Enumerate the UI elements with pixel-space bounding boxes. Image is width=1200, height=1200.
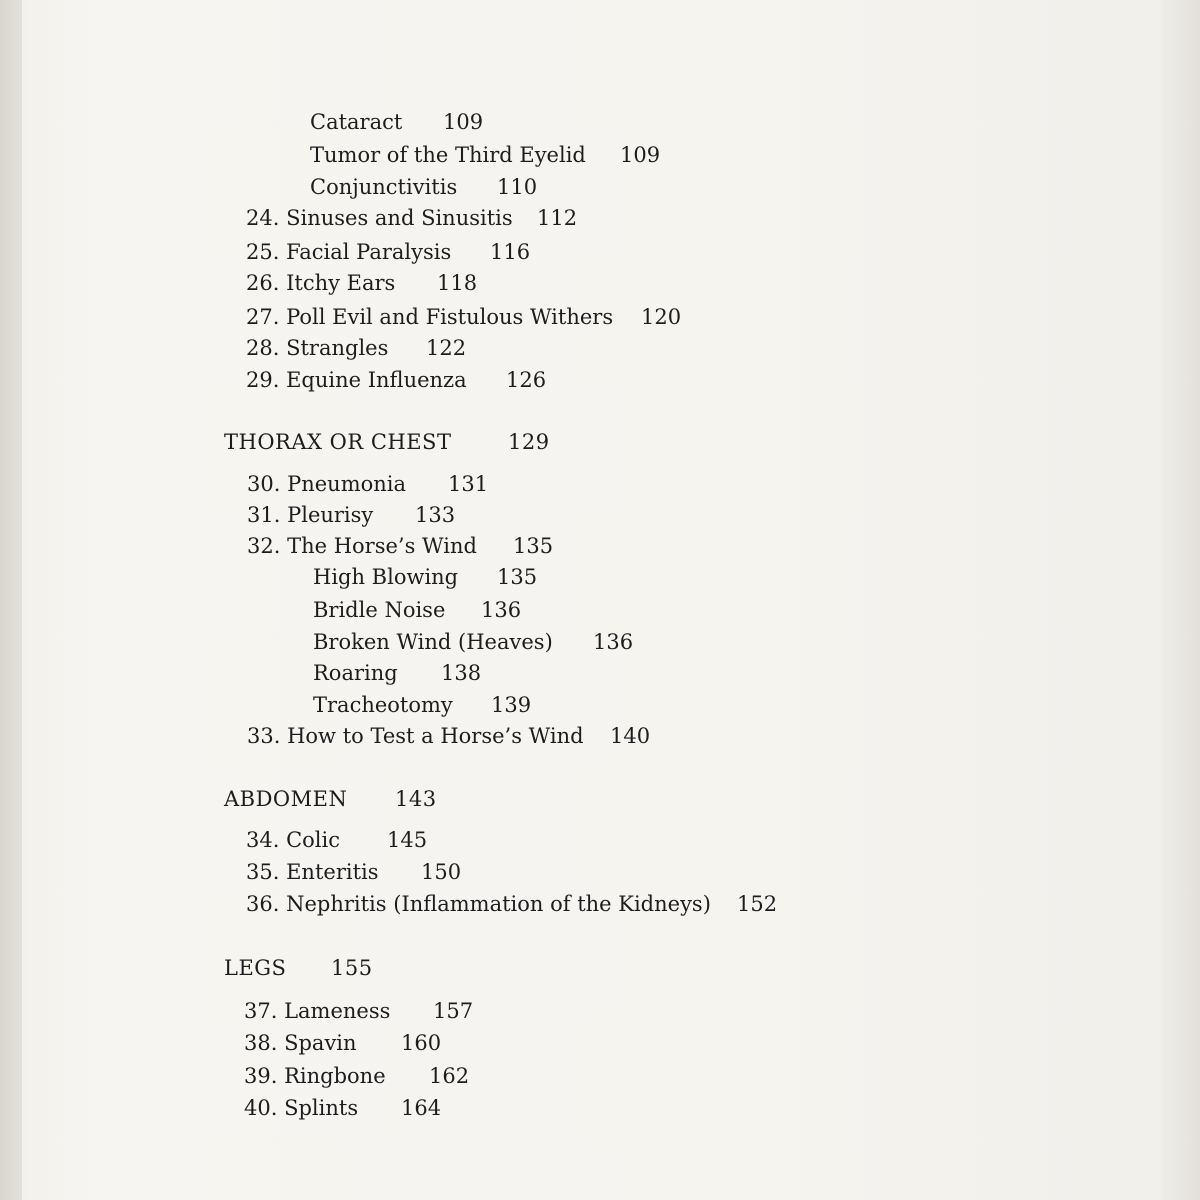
toc-subitem-title: Broken Wind (Heaves) xyxy=(313,630,553,654)
toc-section-heading xyxy=(224,953,373,983)
toc-item-page: 116 xyxy=(490,240,531,264)
toc-item-number: 29. xyxy=(246,368,280,392)
toc-item-number: 27. xyxy=(246,305,280,329)
toc-subitem-title: Roaring xyxy=(313,661,398,685)
toc-item-page: 120 xyxy=(641,305,682,329)
toc-item-number: 36. xyxy=(246,892,280,916)
toc-subitem xyxy=(313,627,634,657)
section-page: 155 xyxy=(331,956,373,980)
toc-item xyxy=(247,469,489,499)
toc-item-number: 31. xyxy=(247,503,281,527)
toc-section-heading xyxy=(224,784,437,814)
toc-item-title: Ringbone xyxy=(284,1064,386,1088)
toc-item-page: 133 xyxy=(415,503,456,527)
toc-subitem-page: 139 xyxy=(491,693,532,717)
toc-subitem xyxy=(313,690,532,720)
toc-subitem xyxy=(310,107,484,137)
toc-item-page: 122 xyxy=(426,336,467,360)
toc-item-number: 30. xyxy=(247,472,281,496)
toc-subitem xyxy=(313,562,538,592)
section-page: 143 xyxy=(395,787,437,811)
toc-item-title: Spavin xyxy=(284,1031,357,1055)
toc-item xyxy=(244,1028,442,1058)
toc-item-title: The Horse’s Wind xyxy=(287,534,477,558)
toc-item-number: 25. xyxy=(246,240,280,264)
toc-subitem-title: Tumor of the Third Eyelid xyxy=(310,143,586,167)
toc-item xyxy=(244,996,474,1026)
toc-item-title: Sinuses and Sinusitis xyxy=(286,206,513,230)
toc-item-title: Colic xyxy=(286,828,340,852)
toc-item xyxy=(246,825,428,855)
toc-subitem xyxy=(310,140,661,170)
toc-item-page: 118 xyxy=(437,271,478,295)
toc-subitem-page: 135 xyxy=(497,565,538,589)
toc-item xyxy=(246,237,531,267)
toc-item-title: Facial Paralysis xyxy=(286,240,452,264)
toc-item-page: 152 xyxy=(737,892,778,916)
toc-item-title: Poll Evil and Fistulous Withers xyxy=(286,305,614,329)
toc-item-page: 140 xyxy=(610,724,651,748)
toc-item-page: 164 xyxy=(401,1096,442,1120)
toc-item-number: 40. xyxy=(244,1096,278,1120)
toc-item-title: Pneumonia xyxy=(287,472,407,496)
toc-item xyxy=(247,500,456,530)
toc-item-number: 33. xyxy=(247,724,281,748)
section-page: 129 xyxy=(508,430,550,454)
toc-item-number: 37. xyxy=(244,999,278,1023)
toc-item xyxy=(246,268,478,298)
toc-item-title: Enteritis xyxy=(286,860,379,884)
toc-item-page: 135 xyxy=(513,534,554,558)
toc-item-title: Lameness xyxy=(284,999,391,1023)
toc-subitem xyxy=(313,658,482,688)
toc-item-title: Splints xyxy=(284,1096,359,1120)
toc-subitem-page: 110 xyxy=(497,175,538,199)
toc-subitem-title: Cataract xyxy=(310,110,403,134)
toc-subitem-page: 136 xyxy=(481,598,522,622)
toc-item xyxy=(246,857,462,887)
toc-item-number: 26. xyxy=(246,271,280,295)
toc-item-page: 145 xyxy=(387,828,428,852)
toc-item-number: 28. xyxy=(246,336,280,360)
toc-item xyxy=(247,721,651,751)
toc-subitem xyxy=(310,172,538,202)
toc-item xyxy=(246,333,467,363)
toc-subitem-title: Conjunctivitis xyxy=(310,175,458,199)
toc-item-title: Equine Influenza xyxy=(286,368,467,392)
section-title: ABDOMEN xyxy=(224,787,348,811)
toc-item-title: Strangles xyxy=(286,336,389,360)
toc-item-page: 131 xyxy=(448,472,489,496)
section-title: LEGS xyxy=(224,956,287,980)
toc-item-page: 162 xyxy=(429,1064,470,1088)
section-title: THORAX OR CHEST xyxy=(224,430,452,454)
toc-item-title: Itchy Ears xyxy=(286,271,396,295)
toc-item-number: 34. xyxy=(246,828,280,852)
toc-item xyxy=(246,889,778,919)
toc-item xyxy=(247,531,554,561)
toc-subitem-title: Bridle Noise xyxy=(313,598,446,622)
toc-subitem-page: 109 xyxy=(620,143,661,167)
toc-section-heading xyxy=(224,427,550,457)
toc-item-page: 150 xyxy=(421,860,462,884)
toc-item xyxy=(246,365,547,395)
toc-subitem-page: 109 xyxy=(443,110,484,134)
toc-item-number: 39. xyxy=(244,1064,278,1088)
toc-item-page: 126 xyxy=(506,368,547,392)
toc-item-number: 32. xyxy=(247,534,281,558)
toc-item xyxy=(244,1093,442,1123)
toc-subitem-title: High Blowing xyxy=(313,565,459,589)
toc-subitem-page: 138 xyxy=(441,661,482,685)
toc-item xyxy=(246,203,578,233)
toc-item-number: 24. xyxy=(246,206,280,230)
toc-subitem-page: 136 xyxy=(593,630,634,654)
toc-item-page: 157 xyxy=(433,999,474,1023)
toc-item-number: 35. xyxy=(246,860,280,884)
toc-item-number: 38. xyxy=(244,1031,278,1055)
toc-item xyxy=(246,302,682,332)
toc-item-page: 160 xyxy=(401,1031,442,1055)
toc-subitem-title: Tracheotomy xyxy=(313,693,453,717)
toc-item-title: Nephritis (Inflammation of the Kidneys) xyxy=(286,892,711,916)
toc-subitem xyxy=(313,595,522,625)
toc-item xyxy=(244,1061,470,1091)
toc-item-title: Pleurisy xyxy=(287,503,374,527)
toc-item-page: 112 xyxy=(537,206,578,230)
toc-item-title: How to Test a Horse’s Wind xyxy=(287,724,584,748)
